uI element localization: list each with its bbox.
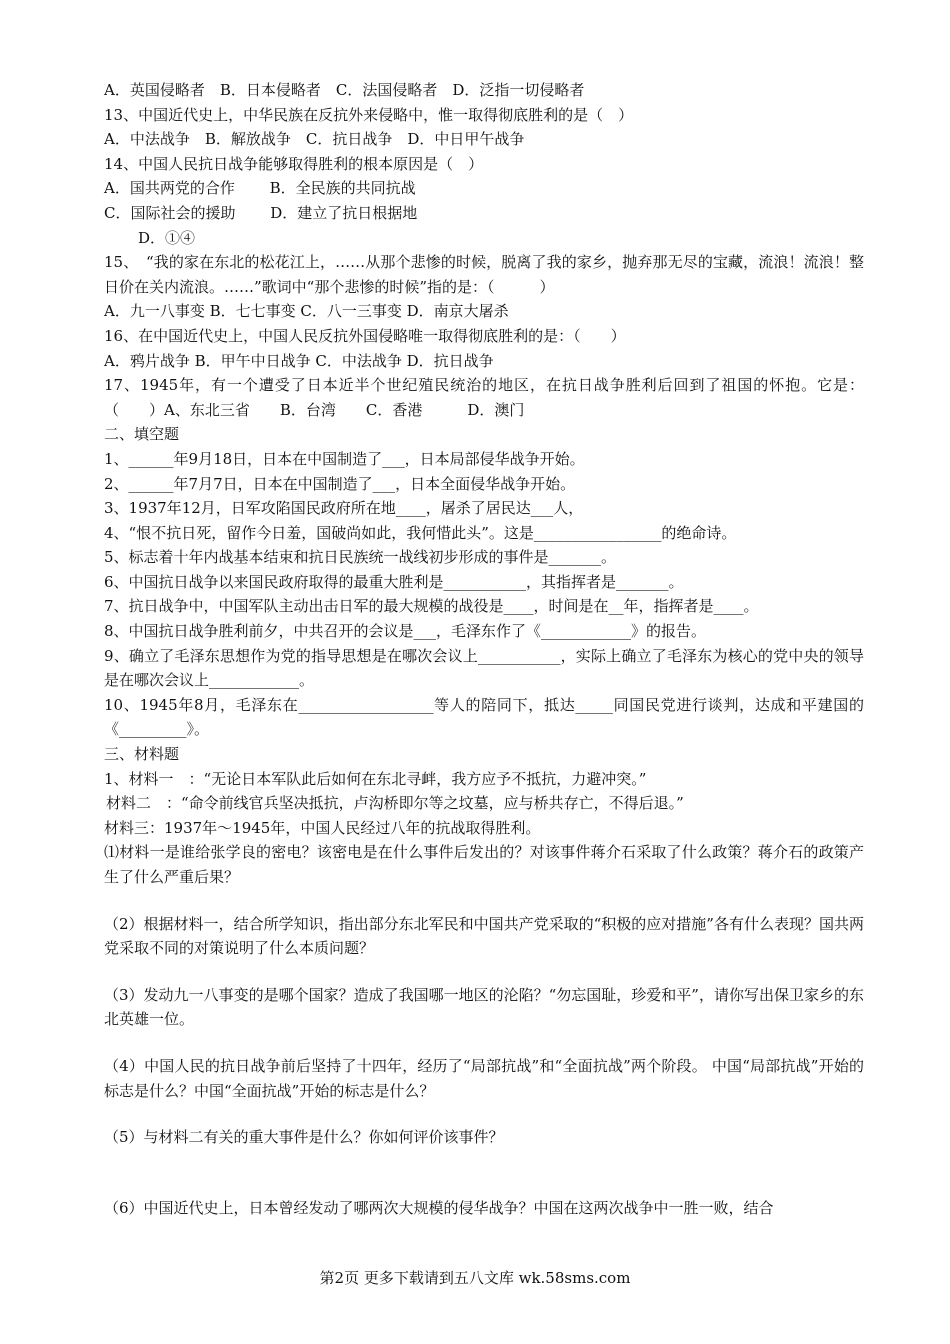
option-line: A．国共两党的合作 B．全民族的共同抗战 <box>104 179 416 198</box>
option-line: A．英国侵略者 B．日本侵略者 C．法国侵略者 D．泛指一切侵略者 <box>104 81 585 99</box>
material-one: 1、材料一 ：“无论日本军队此后如何在东北寻衅，我方应予不抵抗，力避冲突。” <box>104 769 647 788</box>
section-heading-material: 三、材料题 <box>104 745 180 764</box>
material-question-6: （6）中国近代史上，日本曾经发动了哪两次大规模的侵华战争？中国在这两次战争中一胜一败，结合 <box>104 1198 774 1217</box>
material-question-1: ⑴材料一是谁给张学良的密电？该密电是在什么事件后发出的？对该事件蒋介石采取了什么政策？蒋介石的政策产生了什么严重后果？ <box>104 843 864 886</box>
question-16: 16、在中国近代史上，中国人民反抗外国侵略唯一取得彻底胜利的是：（ ） <box>104 326 626 345</box>
fill-blank-8: 8、中国抗日战争胜利前夕，中共召开的会议是___，毛泽东作了《____________》的报告。 <box>104 622 707 641</box>
option-line: A．九一八事变 B．七七事变 C．八一三事变 D．南京大屠杀 <box>104 302 509 321</box>
fill-blank-9: 9、确立了毛泽东思想作为党的指导思想是在哪次会议上___________，实际上确立了毛泽东为核心的党中央的领导是在哪次会议上____________。 <box>104 646 864 690</box>
material-question-5: （5）与材料二有关的重大事件是什么？你如何评价该事件？ <box>104 1128 504 1147</box>
option-line: A．中法战争 B．解放战争 C．抗日战争 D．中日甲午战争 <box>104 130 525 149</box>
fill-blank-2: 2、______年7月7日，日本在中国制造了___，日本全面侵华战争开始。 <box>104 474 576 493</box>
document-body <box>104 78 864 1220</box>
material-two: 材料二 ：“命令前线官兵坚决抵抗，卢沟桥即尔等之坟墓，应与桥共存亡，不得后退。” <box>106 794 684 813</box>
page-footer: 第2页 更多下载请到五八文库 wk.58sms.com <box>319 1269 631 1287</box>
material-question-4: （4）中国人民的抗日战争前后坚持了十四年，经历了“局部抗战”和“全面抗战”两个阶段。 中国“局部抗战”开始的标志是什么？中国“全面抗战”开始的标志是什么？ <box>104 1056 864 1100</box>
fill-blank-7: 7、抗日战争中，中国军队主动出击日军的最大规模的战役是____，时间是在__年，指挥者是____。 <box>104 597 759 616</box>
fill-blank-4: 4、“恨不抗日死，留作今日羞，国破尚如此，我何惜此头”。这是_________________的绝命诗。 <box>104 523 737 542</box>
fill-blank-10: 10、1945年8月，毛泽东在__________________等人的陪同下，抵达_____同国民党进行谈判，达成和平建国的《_________》。 <box>104 695 864 739</box>
material-three: 材料三：1937年～1945年，中国人民经过八年的抗战取得胜利。 <box>104 818 541 837</box>
question-17: 17、1945年，有一个遭受了日本近半个世纪殖民统治的地区，在抗日战争胜利后回到了祖国的怀抱。它是：（ ）A、东北三省 B．台湾 C．香港 D．澳门 <box>104 376 864 419</box>
material-question-3: （3）发动九一八事变的是哪个国家？造成了我国哪一地区的沦陷？“勿忘国耻，珍爱和平”，请你写出保卫家乡的东北英雄一位。 <box>104 985 864 1029</box>
question-13: 13、中国近代史上，中华民族在反抗外来侵略中，惟一取得彻底胜利的是（ ） <box>104 105 634 124</box>
fill-blank-1: 1、______年9月18日，日本在中国制造了___，日本局部侵华战争开始。 <box>104 449 585 468</box>
material-question-2: （2）根据材料一，结合所学知识，指出部分东北军民和中国共产党采取的“积极的应对措施”各有什么表现？国共两党采取不同的对策说明了什么本质问题？ <box>104 914 864 958</box>
option-line: D．①④ <box>138 228 196 247</box>
option-line: A．鸦片战争 B．甲午中日战争 C．中法战争 D．抗日战争 <box>104 351 494 370</box>
question-14: 14、中国人民抗日战争能够取得胜利的根本原因是（ ） <box>104 154 484 173</box>
option-line: C．国际社会的援助 D．建立了抗日根据地 <box>104 203 418 222</box>
fill-blank-5: 5、标志着十年内战基本结束和抗日民族统一战线初步形成的事件是_______。 <box>104 548 617 567</box>
section-heading-fill-blank: 二、填空题 <box>104 425 180 444</box>
fill-blank-3: 3、1937年12月，日军攻陷国民政府所在地____，屠杀了居民达___人， <box>104 499 584 518</box>
question-15: 15、 “我的家在东北的松花江上，……从那个悲惨的时候，脱离了我的家乡，抛弃那无尽的宝藏，流浪！流浪！整日价在关内流浪。……”歌词中“那个悲惨的时候”指的是：（ ） <box>104 253 864 296</box>
fill-blank-6: 6、中国抗日战争以来国民政府取得的最重大胜利是___________，其指挥者是_______。 <box>104 572 684 591</box>
